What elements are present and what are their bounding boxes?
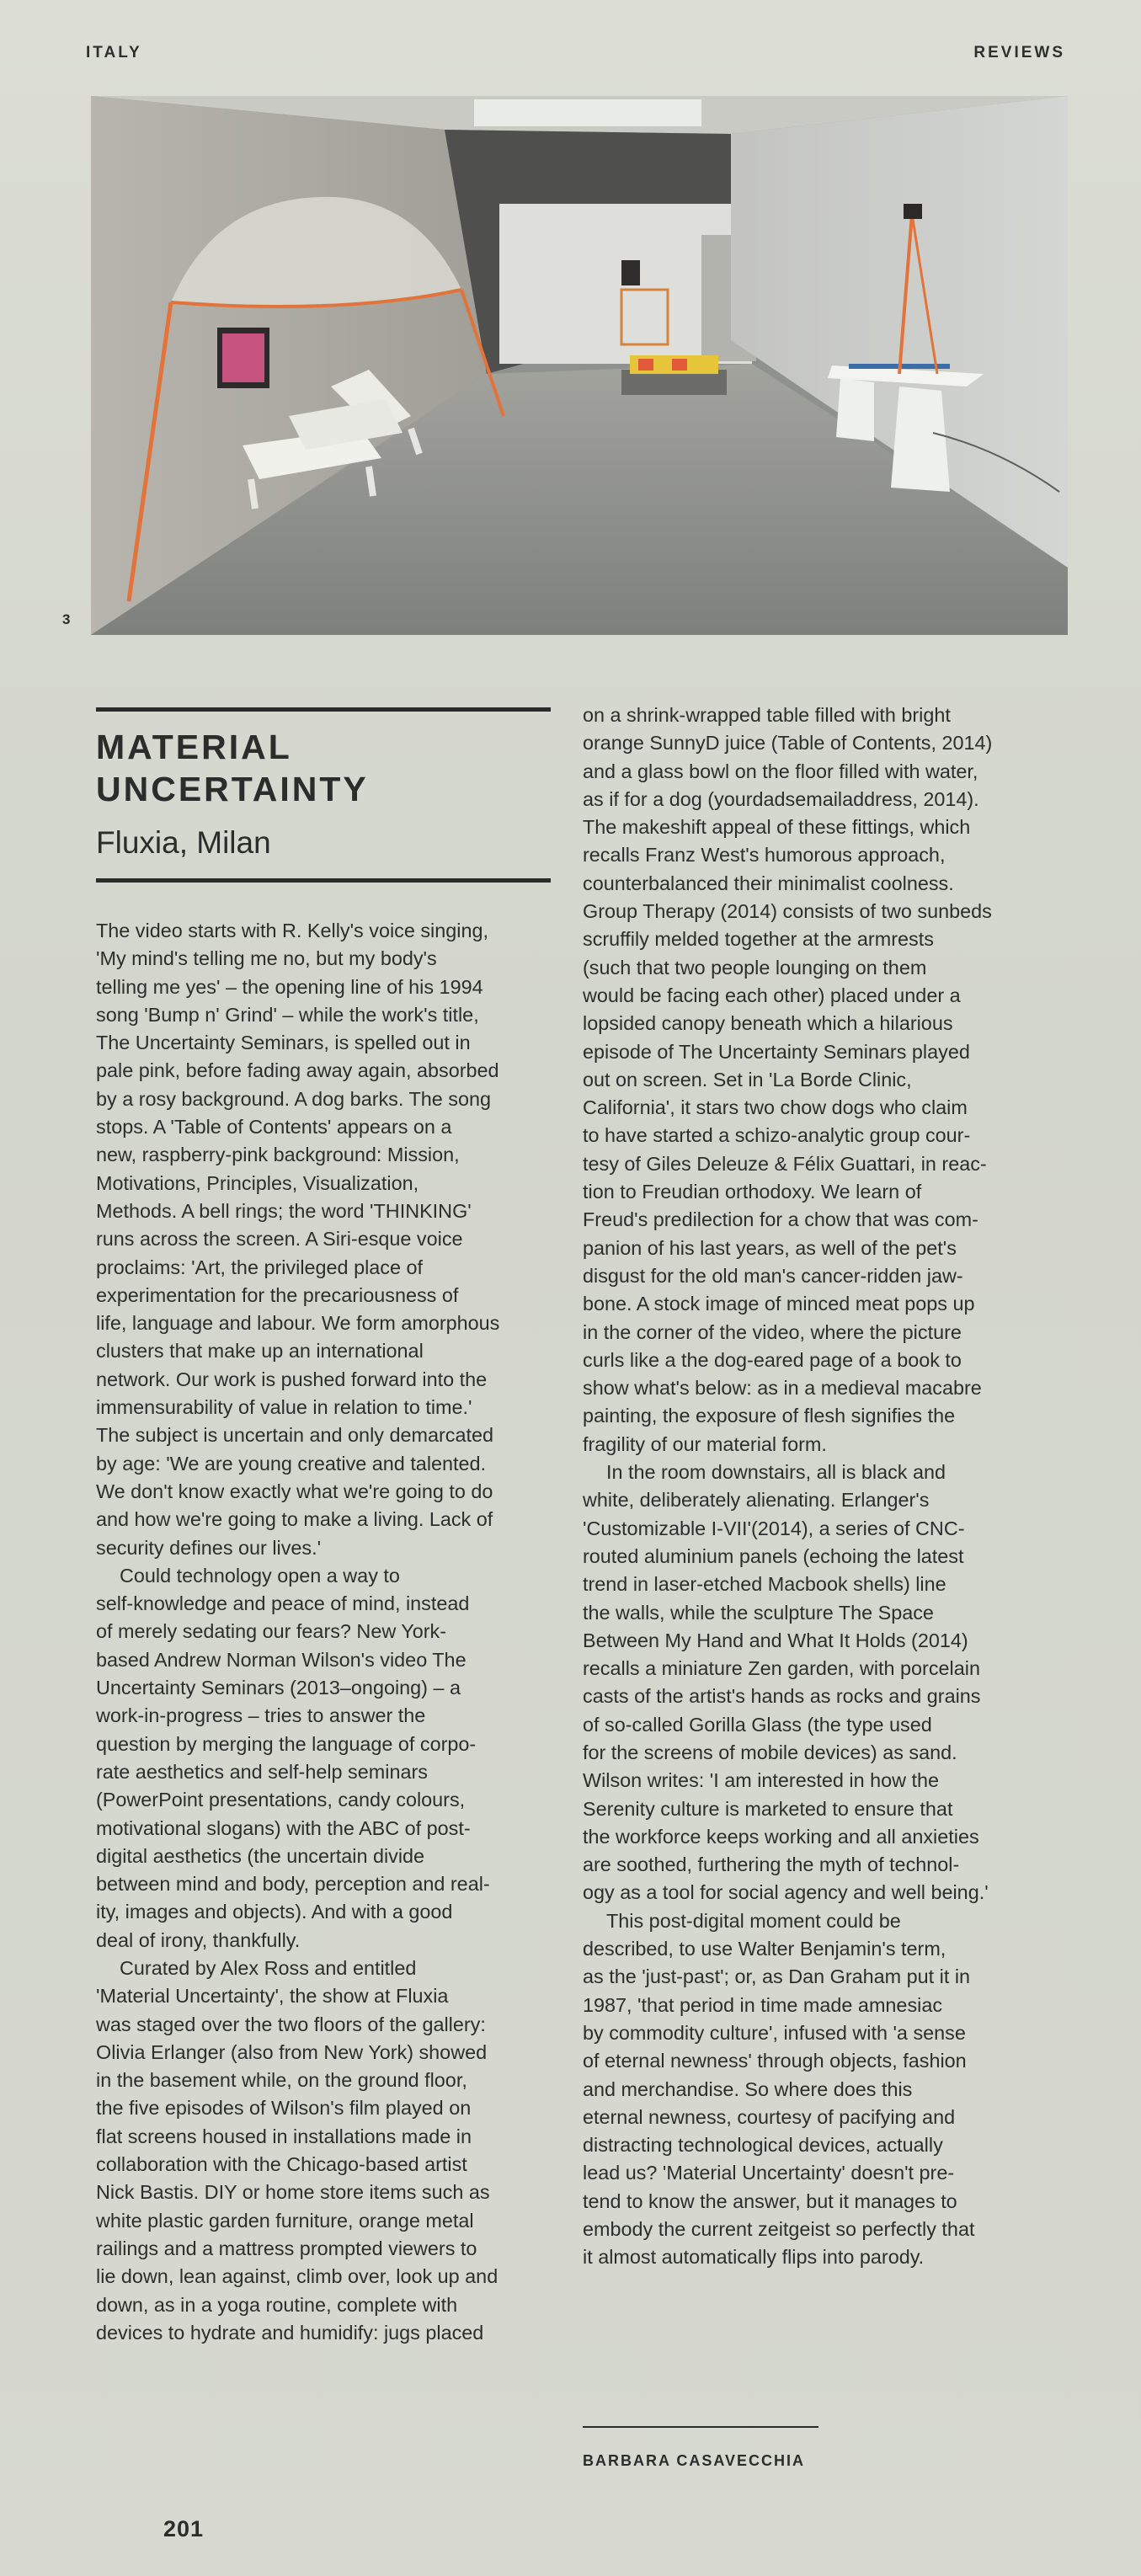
text-line: and a glass bowl on the floor filled with water, bbox=[583, 760, 978, 782]
author-rule bbox=[583, 2426, 818, 2428]
text-line: Serenity culture is marketed to ensure that bbox=[583, 1797, 953, 1820]
text-line: show what's below: as in a medieval macabre bbox=[583, 1377, 982, 1400]
text-line: stops. A 'Table of Contents' appears on a bbox=[96, 1116, 452, 1139]
text-line: of eternal newness' through objects, fashion bbox=[583, 2050, 967, 2072]
text-line: it almost automatically flips into parody. bbox=[583, 2246, 925, 2269]
text-line: 'Customizable I-VII'(2014), a series of CNC- bbox=[583, 1517, 965, 1539]
text-line: described, to use Walter Benjamin's term, bbox=[583, 1938, 946, 1960]
text-line: as if for a dog (yourdadsemailaddress, 2014). bbox=[583, 787, 979, 810]
text-line: would be facing each other) placed under a bbox=[583, 984, 961, 1006]
text-line: (such that two people lounging on them bbox=[583, 956, 927, 979]
text-line: security defines our lives.' bbox=[96, 1536, 322, 1559]
text-line: tesy of Giles Deleuze & Félix Guattari, in reac- bbox=[583, 1152, 987, 1175]
text-line: by commodity culture', infused with 'a sense bbox=[583, 2021, 966, 2044]
text-line: tion to Freudian orthodoxy. We learn of bbox=[583, 1181, 922, 1203]
text-line: proclaims: 'Art, the privileged place of bbox=[96, 1256, 423, 1278]
text-line: rate aesthetics and self-help seminars bbox=[96, 1760, 428, 1783]
text-line: episode of The Uncertainty Seminars played bbox=[583, 1040, 970, 1063]
text-line: ogy as a tool for social agency and well being.' bbox=[583, 1881, 989, 1904]
text-line: Nick Bastis. DIY or home store items such as bbox=[96, 2181, 490, 2204]
text-line: This post-digital moment could be bbox=[606, 1909, 901, 1932]
text-line: railings and a mattress prompted viewers to bbox=[96, 2237, 477, 2259]
text-line: orange SunnyD juice (Table of Contents, 2014) bbox=[583, 732, 993, 755]
text-line: The makeshift appeal of these fittings, which bbox=[583, 816, 971, 839]
text-line: and how we're going to make a living. Lack of bbox=[96, 1508, 493, 1531]
text-line: based Andrew Norman Wilson's video The bbox=[96, 1648, 467, 1671]
text-line: painting, the exposure of flesh signifies the bbox=[583, 1405, 956, 1427]
text-line: life, language and labour. We form amorphous bbox=[96, 1312, 500, 1335]
text-line: for the screens of mobile devices) as sand. bbox=[583, 1741, 957, 1763]
text-line: in the corner of the video, where the picture bbox=[583, 1320, 962, 1343]
text-line: lopsided canopy beneath which a hilarious bbox=[583, 1012, 953, 1035]
title-rule-bottom bbox=[96, 878, 551, 883]
text-column-1 bbox=[96, 917, 551, 2347]
text-line: network. Our work is pushed forward into the bbox=[96, 1368, 488, 1390]
category-header: REVIEWS bbox=[973, 44, 1065, 61]
text-line: by age: 'We are young creative and talented. bbox=[96, 1452, 487, 1475]
text-line: trend in laser-etched Macbook shells) line bbox=[583, 1573, 946, 1596]
text-line: California', it stars two chow dogs who claim bbox=[583, 1096, 968, 1119]
text-line: in the basement while, on the ground floor, bbox=[96, 2069, 467, 2092]
text-line: lead us? 'Material Uncertainty' doesn't pre- bbox=[583, 2162, 955, 2184]
text-line: the five episodes of Wilson's film played on bbox=[96, 2097, 472, 2120]
text-line: In the room downstairs, all is black and bbox=[606, 1461, 946, 1484]
text-line: Uncertainty Seminars (2013–ongoing) – a bbox=[96, 1677, 461, 1699]
page-number: 201 bbox=[163, 2516, 205, 2541]
text-line: out on screen. Set in 'La Borde Clinic, bbox=[583, 1068, 912, 1091]
author-name: BARBARA CASAVECCHIA bbox=[583, 2452, 806, 2469]
text-line: collaboration with the Chicago-based artist bbox=[96, 2153, 467, 2176]
text-line: experimentation for the precariousness of bbox=[96, 1283, 459, 1306]
text-line: song 'Bump n' Grind' – while the work's title, bbox=[96, 1003, 479, 1026]
text-line: The Uncertainty Seminars, is spelled out in bbox=[96, 1032, 471, 1054]
text-line: recalls Franz West's humorous approach, bbox=[583, 844, 946, 867]
text-line: new, raspberry-pink background: Mission, bbox=[96, 1144, 460, 1166]
text-line: telling me yes' – the opening line of his 1994 bbox=[96, 975, 483, 998]
text-line: disgust for the old man's cancer-ridden jaw- bbox=[583, 1264, 963, 1287]
text-line: The video starts with R. Kelly's voice singing, bbox=[96, 920, 488, 941]
text-line: white plastic garden furniture, orange metal bbox=[96, 2209, 474, 2232]
text-line: of merely sedating our fears? New York- bbox=[96, 1620, 447, 1643]
text-line: immensurability of value in relation to time.' bbox=[96, 1396, 472, 1419]
text-line: 1987, 'that period in time made amnesiac bbox=[583, 1993, 943, 2016]
text-line: routed aluminium panels (echoing the latest bbox=[583, 1544, 964, 1567]
text-line: between mind and body, perception and real- bbox=[96, 1873, 490, 1896]
text-line: Methods. A bell rings; the word 'THINKING' bbox=[96, 1199, 472, 1222]
text-line: motivational slogans) with the ABC of post- bbox=[96, 1816, 471, 1839]
text-line: fragility of our material form. bbox=[583, 1432, 827, 1455]
text-line: devices to hydrate and humidify: jugs placed bbox=[96, 2321, 484, 2344]
text-line: Could technology open a way to bbox=[120, 1564, 400, 1587]
text-line: We don't know exactly what we're going to do bbox=[96, 1480, 493, 1502]
text-line: scruffily melded together at the armrests bbox=[583, 928, 934, 951]
text-line: white, deliberately alienating. Erlanger's bbox=[583, 1489, 930, 1512]
text-line: Freud's predilection for a chow that was com- bbox=[583, 1208, 978, 1231]
text-line: as the 'just-past'; or, as Dan Graham put it in bbox=[583, 1965, 971, 1988]
text-line: counterbalanced their minimalist coolness. bbox=[583, 872, 954, 894]
text-line: distracting technological devices, actually bbox=[583, 2134, 943, 2157]
text-line: by a rosy background. A dog barks. The song bbox=[96, 1087, 491, 1110]
text-line: was staged over the two floors of the gallery: bbox=[96, 2013, 486, 2035]
text-line: deal of irony, thankfully. bbox=[96, 1928, 301, 1951]
text-line: work-in-progress – tries to answer the bbox=[96, 1704, 426, 1727]
article-title bbox=[96, 726, 369, 810]
installation-photo bbox=[91, 96, 1068, 635]
text-line: bone. A stock image of minced meat pops up bbox=[583, 1293, 975, 1315]
text-line: The subject is uncertain and only demarcated bbox=[96, 1424, 493, 1447]
text-column-2 bbox=[583, 701, 1054, 2272]
text-line: Motivations, Principles, Visualization, bbox=[96, 1171, 419, 1194]
figure-number: 3 bbox=[62, 611, 71, 627]
text-line: 'Material Uncertainty', the show at Fluxia bbox=[96, 1985, 449, 2008]
text-line: clusters that make up an international bbox=[96, 1340, 424, 1363]
text-line: to have started a schizo-analytic group cour- bbox=[583, 1124, 971, 1147]
article-subtitle: Fluxia, Milan bbox=[96, 825, 271, 860]
text-line: on a shrink-wrapped table filled with bright bbox=[583, 704, 951, 726]
text-line: of so-called Gorilla Glass (the type used bbox=[583, 1713, 932, 1736]
text-line: Curated by Alex Ross and entitled bbox=[120, 1956, 417, 1979]
title-line-1: MATERIAL bbox=[96, 728, 292, 766]
text-line: Between My Hand and What It Holds (2014) bbox=[583, 1629, 968, 1651]
text-line: self-knowledge and peace of mind, instead bbox=[96, 1592, 470, 1615]
text-line: question by merging the language of corpo- bbox=[96, 1732, 477, 1755]
text-line: panion of his last years, as well of the pet's bbox=[583, 1236, 957, 1259]
text-line: are soothed, furthering the myth of technol- bbox=[583, 1853, 960, 1876]
text-line: the workforce keeps working and all anxieties bbox=[583, 1825, 979, 1848]
text-line: 'My mind's telling me no, but my body's bbox=[96, 947, 437, 970]
section-header: ITALY bbox=[86, 44, 142, 61]
text-line: digital aesthetics (the uncertain divide bbox=[96, 1844, 425, 1867]
text-line: Wilson writes: 'I am interested in how the bbox=[583, 1769, 940, 1792]
text-line: Olivia Erlanger (also from New York) showed bbox=[96, 2040, 488, 2063]
text-line: ity, images and objects). And with a good bbox=[96, 1901, 453, 1923]
text-line: casts of the artist's hands as rocks and grains bbox=[583, 1685, 981, 1708]
text-line: tend to know the answer, but it manages to bbox=[583, 2189, 957, 2212]
text-line: recalls a miniature Zen garden, with porcelain bbox=[583, 1657, 980, 1680]
text-line: Group Therapy (2014) consists of two sunbeds bbox=[583, 900, 992, 923]
text-line: curls like a the dog-eared page of a book to bbox=[583, 1348, 962, 1371]
text-line: lie down, lean against, climb over, look up and bbox=[96, 2265, 499, 2288]
text-line: eternal newness, courtesy of pacifying and bbox=[583, 2105, 956, 2128]
title-rule-top bbox=[96, 707, 551, 712]
text-line: flat screens housed in installations made in bbox=[96, 2125, 472, 2147]
text-line: (PowerPoint presentations, candy colours, bbox=[96, 1789, 466, 1811]
text-line: and merchandise. So where does this bbox=[583, 2077, 913, 2100]
text-line: pale pink, before fading away again, absorbed bbox=[96, 1059, 499, 1082]
text-line: runs across the screen. A Siri-esque voice bbox=[96, 1228, 463, 1251]
text-line: embody the current zeitgeist so perfectly that bbox=[583, 2218, 975, 2241]
text-line: down, as in a yoga routine, complete with bbox=[96, 2293, 458, 2316]
title-line-2: UNCERTAINTY bbox=[96, 770, 369, 808]
text-line: the walls, while the sculpture The Space bbox=[583, 1601, 934, 1624]
